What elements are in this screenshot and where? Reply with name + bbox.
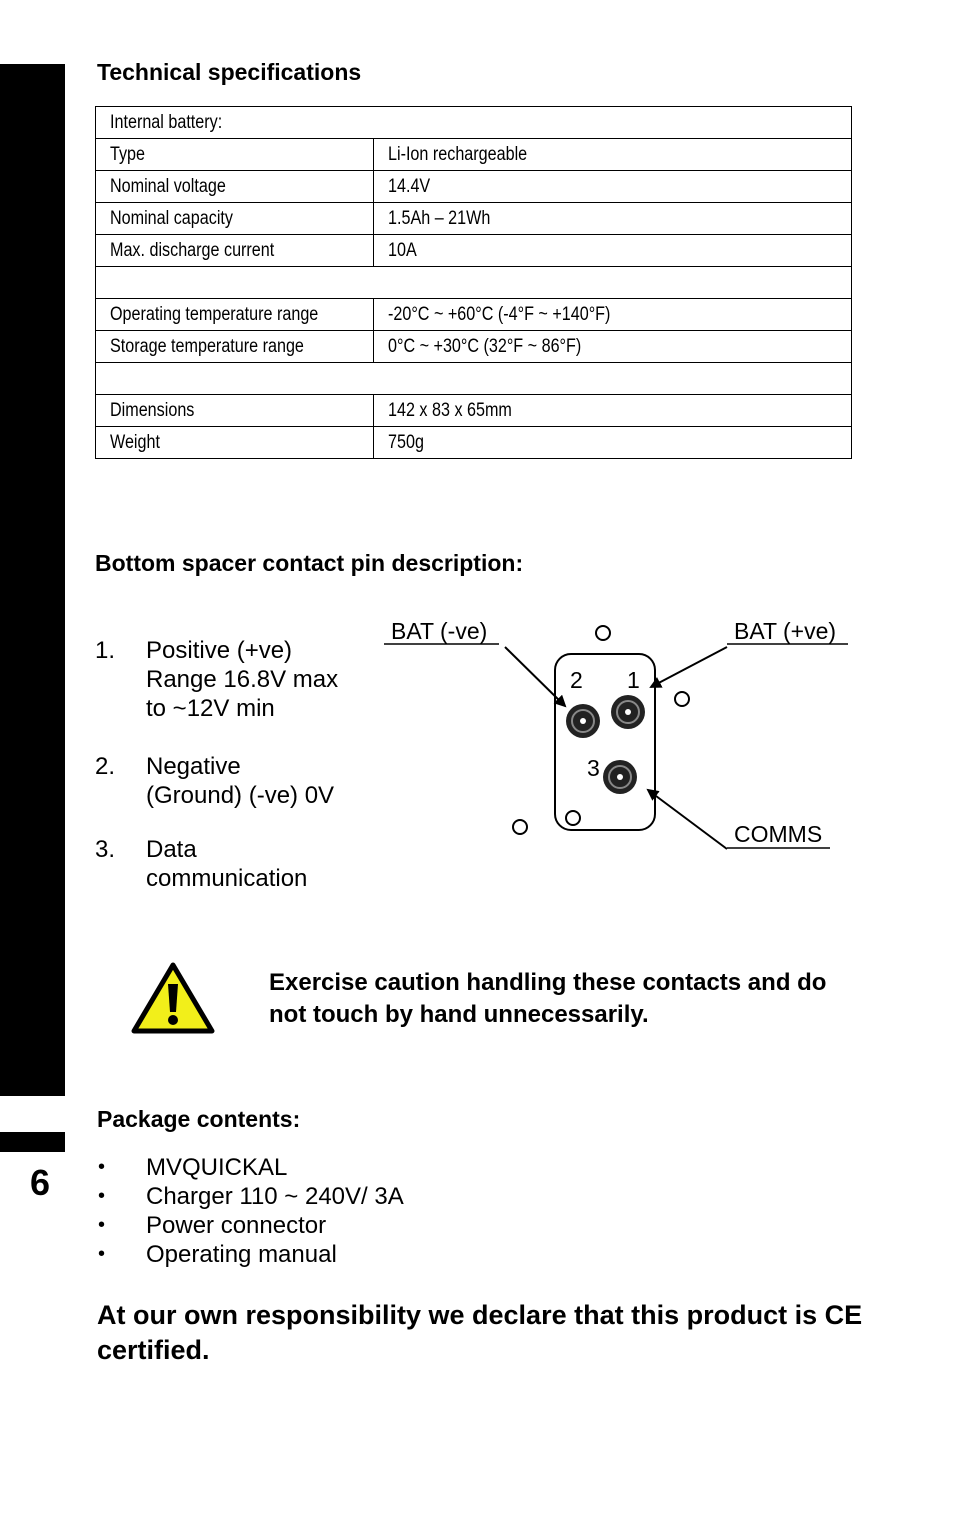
spec-label: Weight (110, 431, 160, 453)
spec-label: Type (110, 143, 146, 165)
package-item: Charger 110 ~ 240V/ 3A (146, 1183, 404, 1210)
table-row (96, 427, 852, 459)
table-row (96, 171, 852, 203)
spec-value: 0°C ~ +30°C (32°F ~ 86°F) (388, 335, 582, 357)
spec-value: 1.5Ah – 21Wh (388, 207, 491, 229)
table-row (96, 235, 852, 267)
list-item (95, 835, 366, 893)
spec-value: 10A (388, 239, 417, 261)
pin-desc-line: communication (146, 865, 308, 892)
table-row (96, 395, 852, 427)
package-item: MVQUICKAL (146, 1154, 288, 1181)
label-bat-neg: BAT (-ve) (391, 618, 488, 644)
table-row (96, 299, 852, 331)
bullet-icon: • (98, 1156, 106, 1178)
package-heading: Package contents: (97, 1106, 301, 1132)
pin-list (95, 636, 366, 922)
table-row (96, 107, 852, 139)
table-row (96, 139, 852, 171)
spec-value: 142 x 83 x 65mm (388, 399, 512, 421)
spec-label: Storage temperature range (110, 335, 304, 357)
mount-hole (566, 811, 580, 825)
warning-triangle-icon (131, 962, 215, 1034)
pin-desc-line: Data (146, 836, 197, 863)
bullet-icon: • (98, 1214, 106, 1236)
spec-label: Nominal voltage (110, 175, 226, 197)
ce-statement: At our own responsibility we declare that this product is CE certified. (97, 1300, 863, 1365)
table-row-empty (96, 267, 852, 299)
pin-desc-line: Range 16.8V max (146, 666, 339, 693)
bullet-icon: • (98, 1243, 106, 1265)
spec-value: 750g (388, 431, 424, 453)
spec-label: Max. discharge current (110, 239, 275, 261)
pin-number: 3. (95, 836, 116, 863)
pin-diagram (380, 610, 860, 860)
pin-1-label: 1 (627, 667, 640, 693)
battery-header: Internal battery: (110, 111, 223, 133)
package-list (95, 1153, 404, 1269)
mount-hole (513, 820, 527, 834)
pin-number: 1. (95, 637, 116, 664)
warning-text: Exercise caution handling these contacts and do not touch by hand unnecessarily. (269, 969, 827, 1028)
spec-value: Li-Ion rechargeable (388, 143, 528, 165)
mount-hole (675, 692, 689, 706)
list-item (95, 752, 366, 810)
arrow-bat-pos (651, 647, 727, 687)
spec-label: Operating temperature range (110, 303, 319, 325)
contact-pin-1 (611, 695, 645, 729)
pin-desc-line: to ~12V min (146, 695, 275, 722)
label-comms: COMMS (734, 821, 823, 847)
spec-table (95, 106, 852, 459)
list-item (95, 1182, 404, 1211)
package-item: Operating manual (146, 1241, 337, 1268)
pin-desc-line: Negative (146, 753, 241, 780)
page-number: 6 (30, 1162, 51, 1203)
contact-pin-3 (603, 760, 637, 794)
list-item (95, 1153, 404, 1182)
side-black-bar (0, 64, 65, 1096)
spec-label: Dimensions (110, 399, 195, 421)
table-row (96, 203, 852, 235)
pin-desc-line: Positive (+ve) (146, 637, 293, 664)
side-tab-marker (0, 1132, 65, 1152)
table-row (96, 331, 852, 363)
label-bat-pos: BAT (+ve) (734, 618, 837, 644)
bullet-icon: • (98, 1185, 106, 1207)
spec-value: 14.4V (388, 175, 431, 197)
pin-number: 2. (95, 753, 116, 780)
arrow-comms (648, 790, 727, 849)
list-item (95, 636, 366, 723)
contact-pin-2 (566, 704, 600, 738)
list-item (95, 1240, 404, 1269)
spec-label: Nominal capacity (110, 207, 233, 229)
pins-heading: Bottom spacer contact pin description: (95, 550, 524, 576)
package-item: Power connector (146, 1212, 327, 1239)
pin-2-label: 2 (570, 667, 583, 693)
mount-hole (596, 626, 610, 640)
pin-3-label: 3 (587, 755, 600, 781)
table-row-empty (96, 363, 852, 395)
tech-specs-heading: Technical specifications (97, 59, 362, 85)
spec-value: -20°C ~ +60°C (-4°F ~ +140°F) (388, 303, 611, 325)
list-item (95, 1211, 404, 1240)
pin-desc-line: (Ground) (-ve) 0V (146, 782, 335, 809)
